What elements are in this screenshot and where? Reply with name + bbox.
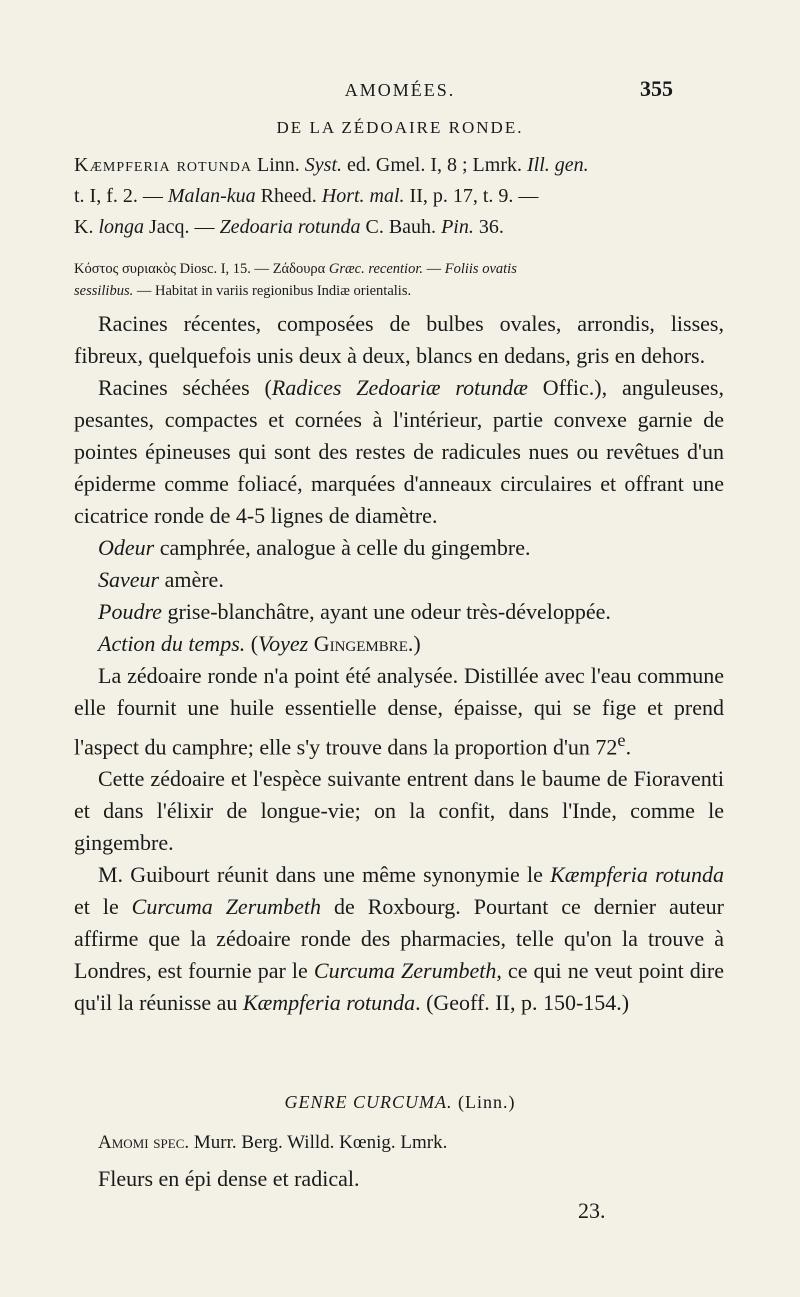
page-number: 355 xyxy=(640,76,673,101)
paragraph: Odeur camphrée, analogue à celle du gingembre. xyxy=(98,535,531,560)
latin-note: Κόστος συριακὸς Diosc. I, 15. — Ζάδουρα Græc. recentior. — Foliis ovatis sessilibus. — Habitat in variis regionibus Indiæ orientalis. xyxy=(74,261,517,299)
section-title: DE LA ZÉDOAIRE RONDE. xyxy=(276,118,524,137)
flowers-description: Fleurs en épi dense et radical. xyxy=(98,1166,360,1191)
paragraph: Racines séchées (Radices Zedoariæ rotundæ Offic.), anguleuses, pesantes, compactes et cornées à l'intérieur, partie convexe garnie de pointes épineuses qui sont des restes de radicules nues ou revêtues d'un épiderme comme foliacé, marquées d'anneaux circulaires et offrant une cicatrice ronde de 4-5 lignes de diamètre. xyxy=(74,375,724,528)
species-name: Kæmpferia rotunda xyxy=(74,154,253,176)
paragraph: Cette zédoaire et l'espèce suivante entrent dans le baume de Fioraventi et dans l'élixir de longue-vie; on la confit, dans l'Inde, comme le gingembre. xyxy=(74,766,724,856)
paragraph: Poudre grise-blanchâtre, ayant une odeur très-développée. xyxy=(98,599,611,624)
paragraph: Racines récentes, composées de bulbes ovales, arrondis, lisses, fibreux, quelquefois unis deux à deux, blancs en dedans, gris en dehors. xyxy=(74,311,724,368)
paragraph: Action du temps. (Voyez Gingembre.) xyxy=(98,631,421,656)
signature-mark: 23. xyxy=(578,1198,606,1223)
main-text xyxy=(74,308,724,1019)
genus-heading: GENRE CURCUMA. (Linn.) xyxy=(284,1092,516,1112)
synonymy-block: Kæmpferia rotunda Linn. Syst. ed. Gmel. I, 8 ; Lmrk. Ill. gen. t. I, f. 2. — Malan-kua Rheed. Hort. mal. II, p. 17, t. 9. — K. longa Jacq. — Zedoaria rotunda C. Bauh. Pin. 36. xyxy=(74,154,589,238)
running-title: AMOMÉES. xyxy=(344,80,456,100)
paragraph: La zédoaire ronde n'a point été analysée. Distillée avec l'eau commune elle fournit une huile essentielle dense, épaisse, qui se fige et prend l'aspect du camphre; elle s'y trouve dans la proportion d'un 72e. xyxy=(74,663,724,760)
paragraph: M. Guibourt réunit dans une même synonymie le Kæmpferia rotunda et le Curcuma Zerumbeth de Roxbourg. Pourtant ce dernier auteur affirme que la zédoaire ronde des pharmacies, telle qu'on la trouve à Londres, est fournie par le Curcuma Zerumbeth, ce qui ne veut point dire qu'il la réunisse au Kæmpferia rotunda. (Geoff. II, p. 150-154.) xyxy=(74,862,724,1016)
paragraph: Saveur amère. xyxy=(98,567,224,592)
genus-synonymy: Amomi spec. Murr. Berg. Willd. Kœnig. Lmrk. xyxy=(98,1132,448,1153)
